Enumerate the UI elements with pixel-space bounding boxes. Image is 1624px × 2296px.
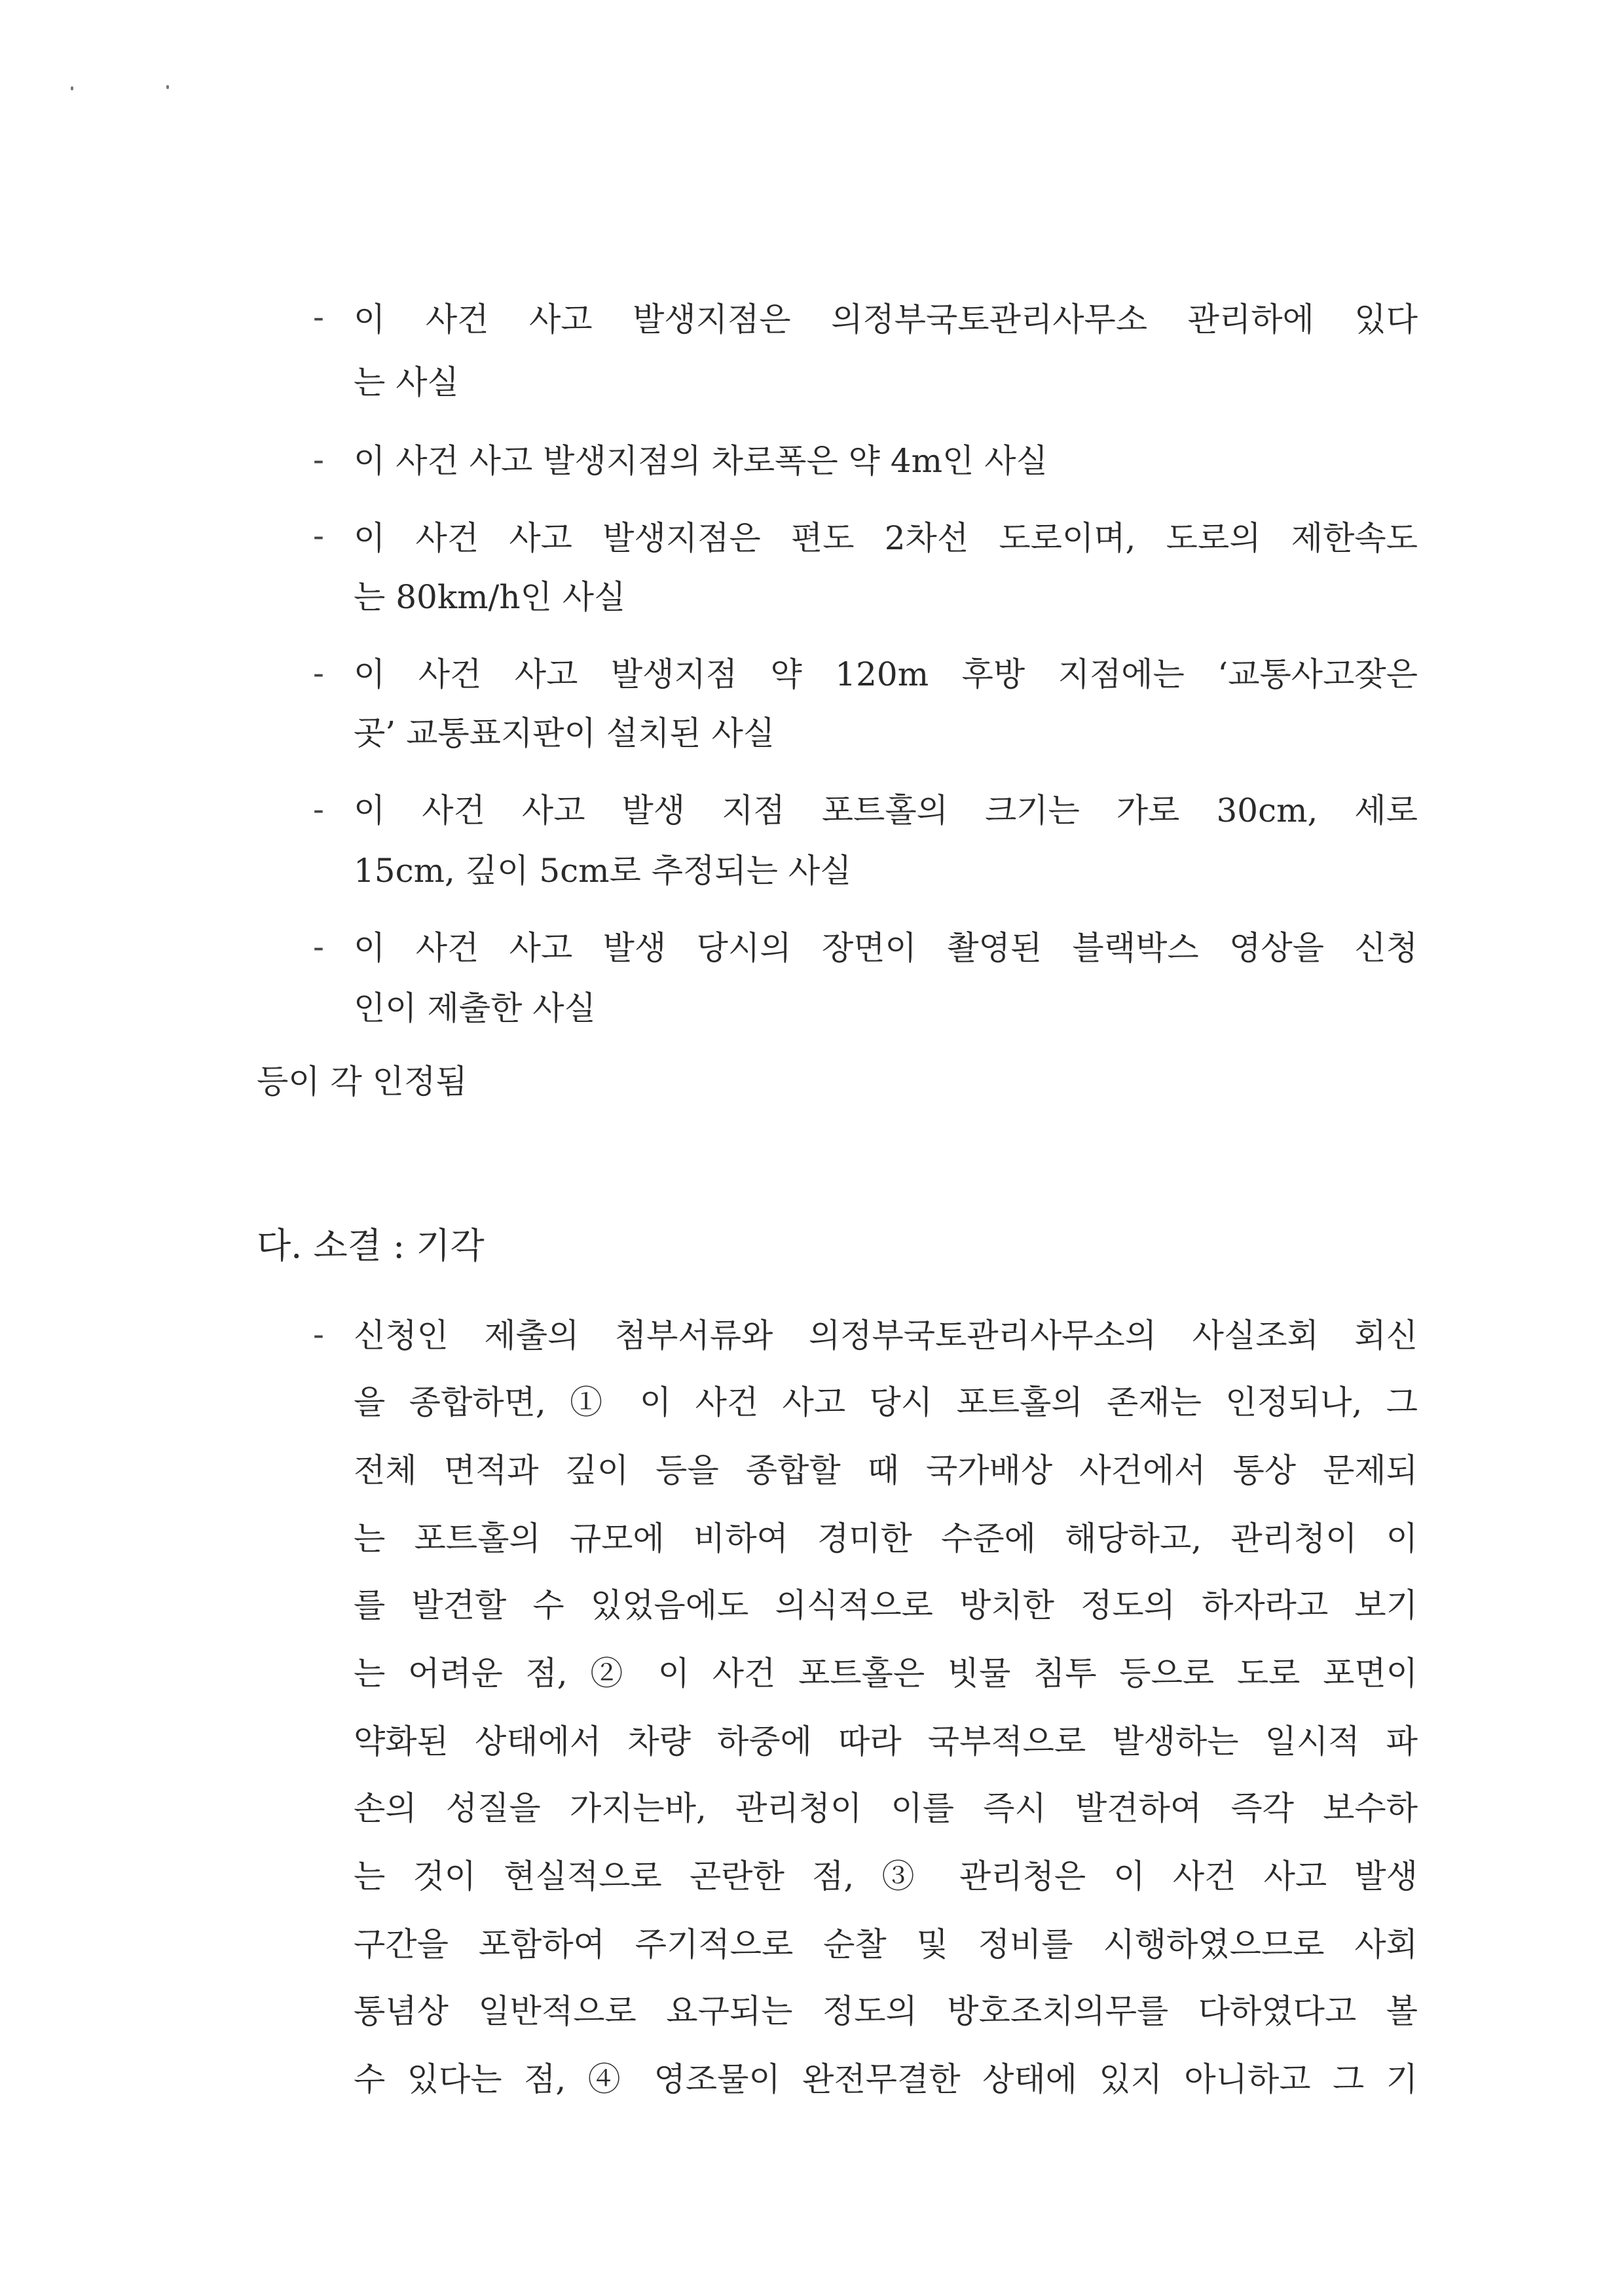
scan-speck	[166, 85, 169, 89]
bullet-dash: -	[313, 441, 324, 479]
fact-line: 이 사건 사고 발생 당시의 장면이 촬영된 블랙박스 영상을 신청	[354, 929, 1418, 967]
bullet-dash: -	[313, 654, 324, 692]
reasoning-line: 수 있다는 점, ④ 영조물이 완전무결한 상태에 있지 아니하고 그 기	[354, 2060, 1418, 2098]
reasoning-line: 통념상 일반적으로 요구되는 정도의 방호조치의무를 다하였다고 볼	[354, 1992, 1418, 2030]
facts-conclusion: 등이 각 인정됨	[257, 1063, 468, 1101]
fact-line: 는 80km/h인 사실	[354, 578, 626, 616]
reasoning-line: 는 것이 현실적으로 곤란한 점, ③ 관리청은 이 사건 사고 발생	[354, 1857, 1418, 1895]
bullet-dash: -	[313, 928, 324, 966]
fact-line: 15cm, 깊이 5cm로 추정되는 사실	[354, 852, 852, 890]
reasoning-line: 을 종합하면, ① 이 사건 사고 당시 포트홀의 존재는 인정되나, 그	[354, 1383, 1418, 1421]
scan-speck	[71, 86, 73, 90]
fact-line: 인이 제출한 사실	[354, 989, 596, 1027]
reasoning-line: 손의 성질을 가지는바, 관리청이 이를 즉시 발견하여 즉각 보수하	[354, 1789, 1418, 1827]
bullet-dash: -	[313, 298, 324, 336]
reasoning-line: 구간을 포함하여 주기적으로 순찰 및 정비를 시행하였으므로 사회	[354, 1925, 1418, 1963]
section-heading: 다. 소결 : 기각	[257, 1225, 485, 1266]
reasoning-line: 는 어려운 점, ② 이 사건 포트홀은 빗물 침투 등으로 도로 포면이	[354, 1654, 1418, 1692]
bullet-dash: -	[313, 1315, 324, 1353]
reasoning-line: 신청인 제출의 첨부서류와 의정부국토관리사무소의 사실조회 회신	[354, 1317, 1418, 1355]
fact-line: 곳’ 교통표지판이 설치된 사실	[354, 714, 775, 752]
fact-line: 이 사건 사고 발생지점 약 120m 후방 지점에는 ‘교통사고잦은	[354, 655, 1418, 693]
fact-line: 이 사건 사고 발생 지점 포트홀의 크기는 가로 30cm, 세로	[354, 792, 1418, 829]
reasoning-line: 전체 면적과 깊이 등을 종합할 때 국가배상 사건에서 통상 문제되	[354, 1451, 1418, 1489]
bullet-dash: -	[313, 790, 324, 828]
fact-line: 이 사건 사고 발생지점은 의정부국토관리사무소 관리하에 있다	[354, 301, 1418, 338]
reasoning-line: 를 발견할 수 있었음에도 의식적으로 방치한 정도의 하자라고 보기	[354, 1586, 1418, 1624]
fact-line: 이 사건 사고 발생지점의 차로폭은 약 4m인 사실	[354, 442, 1048, 480]
reasoning-line: 약화된 상태에서 차량 하중에 따라 국부적으로 발생하는 일시적 파	[354, 1722, 1418, 1760]
fact-line: 는 사실	[354, 363, 459, 401]
reasoning-line: 는 포트홀의 규모에 비하여 경미한 수준에 해당하고, 관리청이 이	[354, 1520, 1418, 1558]
fact-line: 이 사건 사고 발생지점은 편도 2차선 도로이며, 도로의 제한속도	[354, 519, 1418, 557]
bullet-dash: -	[313, 517, 324, 555]
